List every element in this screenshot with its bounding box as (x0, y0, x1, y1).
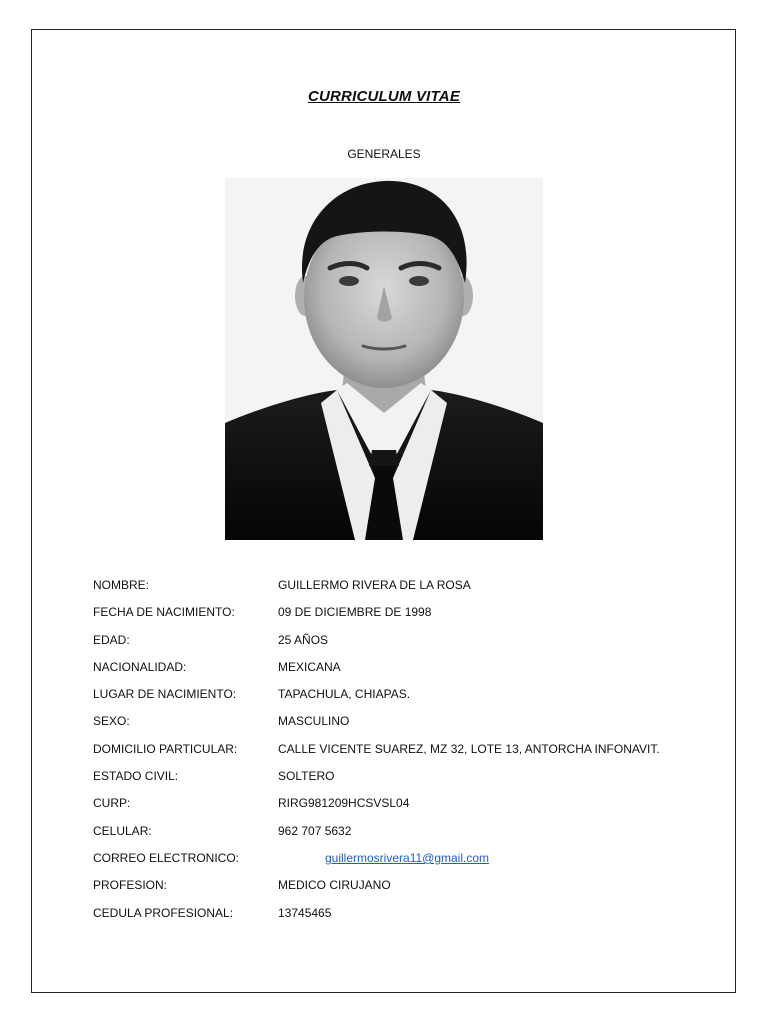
field-value: 25 AÑOS (278, 632, 329, 647)
field-value: GUILLERMO RIVERA DE LA ROSA (278, 578, 471, 592)
field-label: DOMICILIO PARTICULAR: (93, 741, 238, 756)
field-value: 13745465 (278, 905, 332, 920)
field-label: CURP: (93, 796, 131, 811)
field-label: PROFESION: (93, 878, 168, 893)
field-value: 09 DE DICIEMBRE DE 1998 (278, 605, 432, 620)
info-row-nacionalidad (93, 658, 693, 685)
field-label: ESTADO CIVIL: (93, 769, 179, 784)
field-value: CALLE VICENTE SUAREZ, MZ 32, LOTE 13, ANTORCHA INFONAVIT. (278, 741, 660, 756)
info-row-correo (93, 849, 693, 876)
info-row-celular (93, 822, 693, 849)
info-row-cedula (93, 904, 693, 931)
field-label: LUGAR DE NACIMIENTO: (93, 687, 237, 702)
info-row-domicilio (93, 740, 693, 767)
info-row-curp (93, 794, 693, 821)
field-value: 962 707 5632 (278, 823, 352, 838)
info-row-edad (93, 631, 693, 658)
field-value: MEDICO CIRUJANO (278, 878, 391, 893)
field-label: FECHA DE NACIMIENTO: (93, 605, 235, 620)
portrait-icon (225, 178, 543, 540)
field-value: SOLTERO (278, 769, 335, 784)
field-label: CELULAR: (93, 823, 152, 838)
field-label: CEDULA PROFESIONAL: (93, 905, 234, 920)
info-row-profesion (93, 876, 693, 903)
field-label: EDAD: (93, 632, 130, 647)
document-title: CURRICULUM VITAE (307, 88, 461, 105)
field-value: TAPACHULA, CHIAPAS. (278, 687, 411, 702)
field-value: MASCULINO (278, 714, 350, 729)
personal-info-table (93, 576, 693, 931)
email-link[interactable]: guillermosrivera11@gmail.com (325, 850, 490, 865)
field-value: MEXICANA (278, 659, 341, 674)
info-row-lugar-nacimiento (93, 685, 693, 712)
field-label: CORREO ELECTRONICO: (93, 850, 240, 865)
info-row-fecha-nacimiento (93, 603, 693, 630)
info-row-sexo (93, 712, 693, 739)
field-label: NOMBRE: (93, 578, 150, 592)
field-label: NACIONALIDAD: (93, 659, 187, 674)
info-row-nombre (93, 576, 693, 603)
info-row-estado-civil (93, 767, 693, 794)
field-value: RIRG981209HCSVSL04 (278, 796, 410, 811)
portrait-photo (225, 178, 543, 540)
section-heading-generales: GENERALES (347, 147, 421, 161)
field-label: SEXO: (93, 714, 130, 729)
